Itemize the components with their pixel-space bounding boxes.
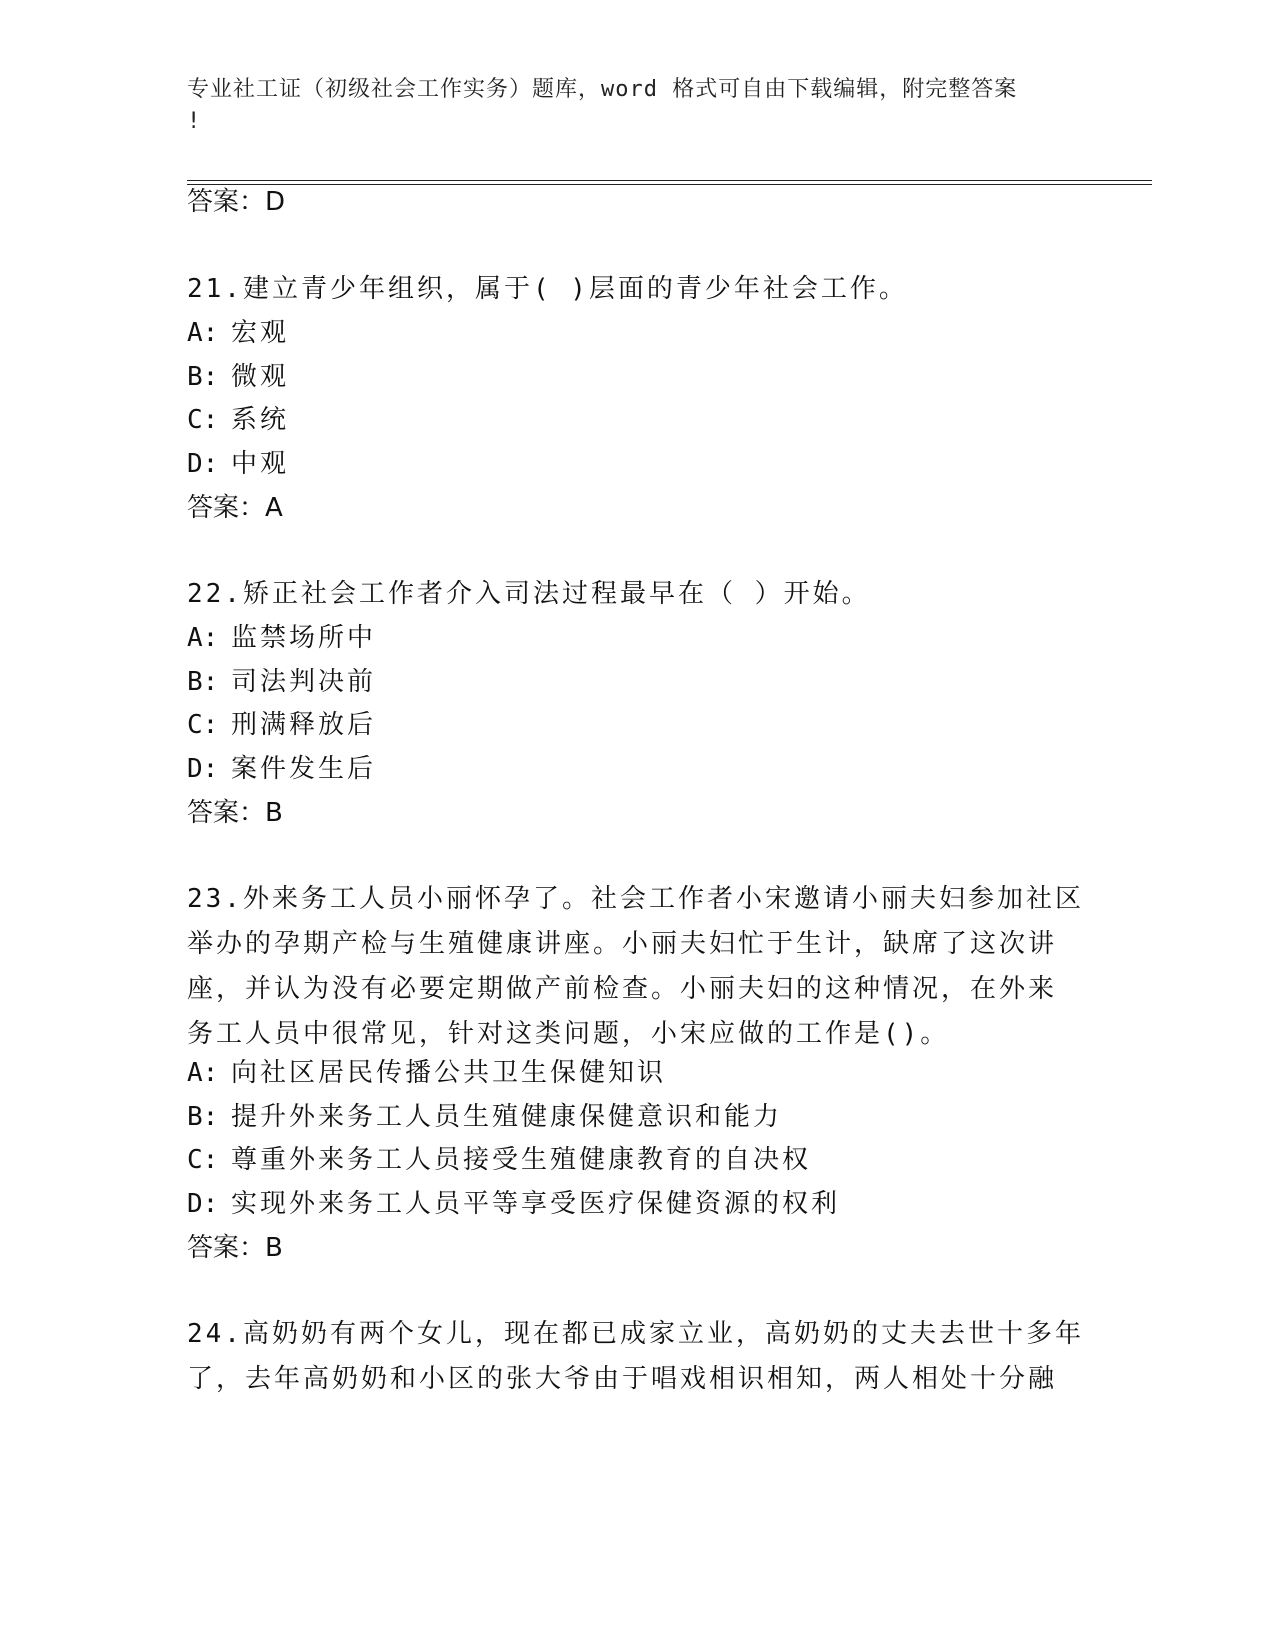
option-22-c [187, 703, 376, 748]
option-23-b [187, 1095, 782, 1140]
option-23-c [187, 1138, 811, 1183]
option-key: A: [187, 318, 219, 348]
option-key: B: [187, 362, 219, 392]
option-23-a [187, 1051, 666, 1096]
answer-21: 答案：A [187, 493, 283, 523]
question-24 [187, 1312, 1087, 1402]
question-line: 24.高奶奶有两个女儿，现在都已成家立业，高奶奶的丈夫去世十多年 [187, 1319, 1084, 1349]
option-key: B: [187, 667, 219, 697]
question-22: 22.矫正社会工作者介入司法过程最早在（ ）开始。 [187, 579, 871, 609]
header-line-2: ! [187, 109, 202, 134]
option-text: 向社区居民传播公共卫生保健知识 [231, 1058, 667, 1088]
option-key: C: [187, 405, 219, 435]
option-21-c [187, 398, 289, 443]
option-text: 司法判决前 [231, 667, 377, 697]
header-divider-top [187, 180, 1152, 181]
question-line: 举办的孕期产检与生殖健康讲座。小丽夫妇忙于生计，缺席了这次讲 [187, 929, 1058, 959]
question-line: 了，去年高奶奶和小区的张大爷由于唱戏相识相知，两人相处十分融 [187, 1364, 1058, 1394]
option-text: 中观 [231, 449, 290, 479]
document-header [187, 74, 1067, 138]
option-key: D: [187, 1189, 219, 1219]
option-23-d [187, 1182, 840, 1227]
question-21: 21.建立青少年组织，属于( )层面的青少年社会工作。 [187, 274, 908, 304]
option-text: 系统 [231, 405, 290, 435]
option-key: D: [187, 449, 219, 479]
answer-23: 答案：B [187, 1233, 283, 1263]
option-text: 微观 [231, 362, 290, 392]
option-21-d [187, 442, 289, 487]
option-text: 宏观 [231, 318, 290, 348]
option-key: A: [187, 623, 219, 653]
option-key: D: [187, 754, 219, 784]
option-21-b [187, 355, 289, 400]
option-key: C: [187, 710, 219, 740]
option-key: A: [187, 1058, 219, 1088]
option-22-d [187, 747, 376, 792]
question-line: 座，并认为没有必要定期做产前检查。小丽夫妇的这种情况，在外来 [187, 974, 1058, 1004]
option-text: 尊重外来务工人员接受生殖健康教育的自决权 [231, 1145, 812, 1175]
option-text: 案件发生后 [231, 754, 377, 784]
option-text: 提升外来务工人员生殖健康保健意识和能力 [231, 1102, 783, 1132]
option-22-a [187, 616, 376, 661]
option-text: 监禁场所中 [231, 623, 377, 653]
option-21-a [187, 311, 289, 356]
question-line: 务工人员中很常见，针对这类问题，小宋应做的工作是()。 [187, 1019, 950, 1049]
header-divider-bottom [187, 184, 1152, 185]
option-text: 刑满释放后 [231, 710, 377, 740]
option-key: B: [187, 1102, 219, 1132]
option-22-b [187, 660, 376, 705]
question-line: 23.外来务工人员小丽怀孕了。社会工作者小宋邀请小丽夫妇参加社区 [187, 884, 1084, 914]
question-23 [187, 877, 1087, 1057]
header-line-1: 专业社工证（初级社会工作实务）题库，word 格式可自由下载编辑，附完整答案 [187, 77, 1018, 102]
answer-20: 答案：D [187, 187, 286, 217]
option-key: C: [187, 1145, 219, 1175]
answer-22: 答案：B [187, 798, 283, 828]
option-text: 实现外来务工人员平等享受医疗保健资源的权利 [231, 1189, 841, 1219]
